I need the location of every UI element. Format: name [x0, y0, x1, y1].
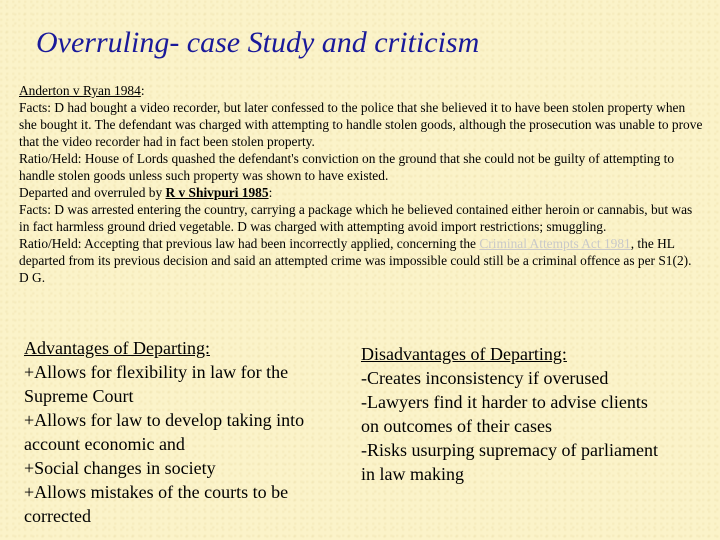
departed-line [19, 184, 703, 201]
case2-facts [19, 201, 703, 235]
case2-ratio-text-1: : Accepting that previous law had been incorrectly applied, concerning the [77, 236, 480, 251]
disadvantage-item: -Risks usurping supremacy of parliament in law making [361, 440, 658, 484]
advantages-column [24, 336, 344, 528]
departed-suffix: : [268, 185, 273, 200]
advantage-item: +Allows for flexibility in law for the Supreme Court [24, 362, 289, 406]
departed-prefix: Departed and overruled by [19, 185, 166, 200]
case1-ratio [19, 150, 703, 184]
case1-heading: Anderton v Ryan 1984: [19, 83, 145, 98]
slide-title: Overruling- case Study and criticism [36, 26, 480, 59]
case2-ratio-text-2: , the HL departed from its previous decision and said an attempted crime was impossible could still be a criminal offence as per S1(2). D G. [19, 236, 692, 285]
case2-ratio-label: Ratio/Held [19, 236, 78, 251]
case2-ratio [19, 235, 703, 286]
case1-ratio-label: Ratio/Held [19, 151, 78, 166]
disadvantages-heading: Disadvantages of Departing: [361, 344, 567, 364]
case1-facts-label: Facts [19, 100, 48, 115]
criminal-attempts-act-link[interactable]: Criminal Attempts Act 1981 [479, 236, 631, 251]
case1-facts [19, 99, 703, 150]
advantage-item: +Allows mistakes of the courts to be corrected [24, 482, 289, 526]
advantages-heading: Advantages of Departing: [24, 338, 210, 358]
case2-facts-text: : D was arrested entering the country, carrying a package which he believed contained either heroin or cannabis, but was in fact harmless ground dried vegetable. D was charged with attempting avoid import restrictions; smuggling. [19, 202, 693, 234]
advantage-item: +Social changes in society [24, 458, 216, 478]
case2-name: R v Shivpuri 1985 [165, 185, 269, 200]
case1-facts-text: : D had bought a video recorder, but later confessed to the police that she believed it to have been stolen property when she bought it. The defendant was charged with attempting to handle stolen goods, although the prosecution was unable to prove that the video recorder had in fact been stolen property. [19, 100, 703, 149]
case1-name: Anderton v Ryan 1984 [19, 83, 141, 98]
disadvantage-item: -Lawyers find it harder to advise clients on outcomes of their cases [361, 392, 648, 436]
advantage-item: +Allows for law to develop taking into account economic and [24, 410, 305, 454]
case1-ratio-text: : House of Lords quashed the defendant's conviction on the ground that she could not be guilty of attempting to handle stolen goods unless such property was shown to have existed. [19, 151, 675, 183]
disadvantages-column [361, 342, 661, 486]
case2-facts-label: Facts [19, 202, 48, 217]
case-study-text [19, 82, 703, 286]
disadvantage-item: -Creates inconsistency if overused [361, 368, 609, 388]
